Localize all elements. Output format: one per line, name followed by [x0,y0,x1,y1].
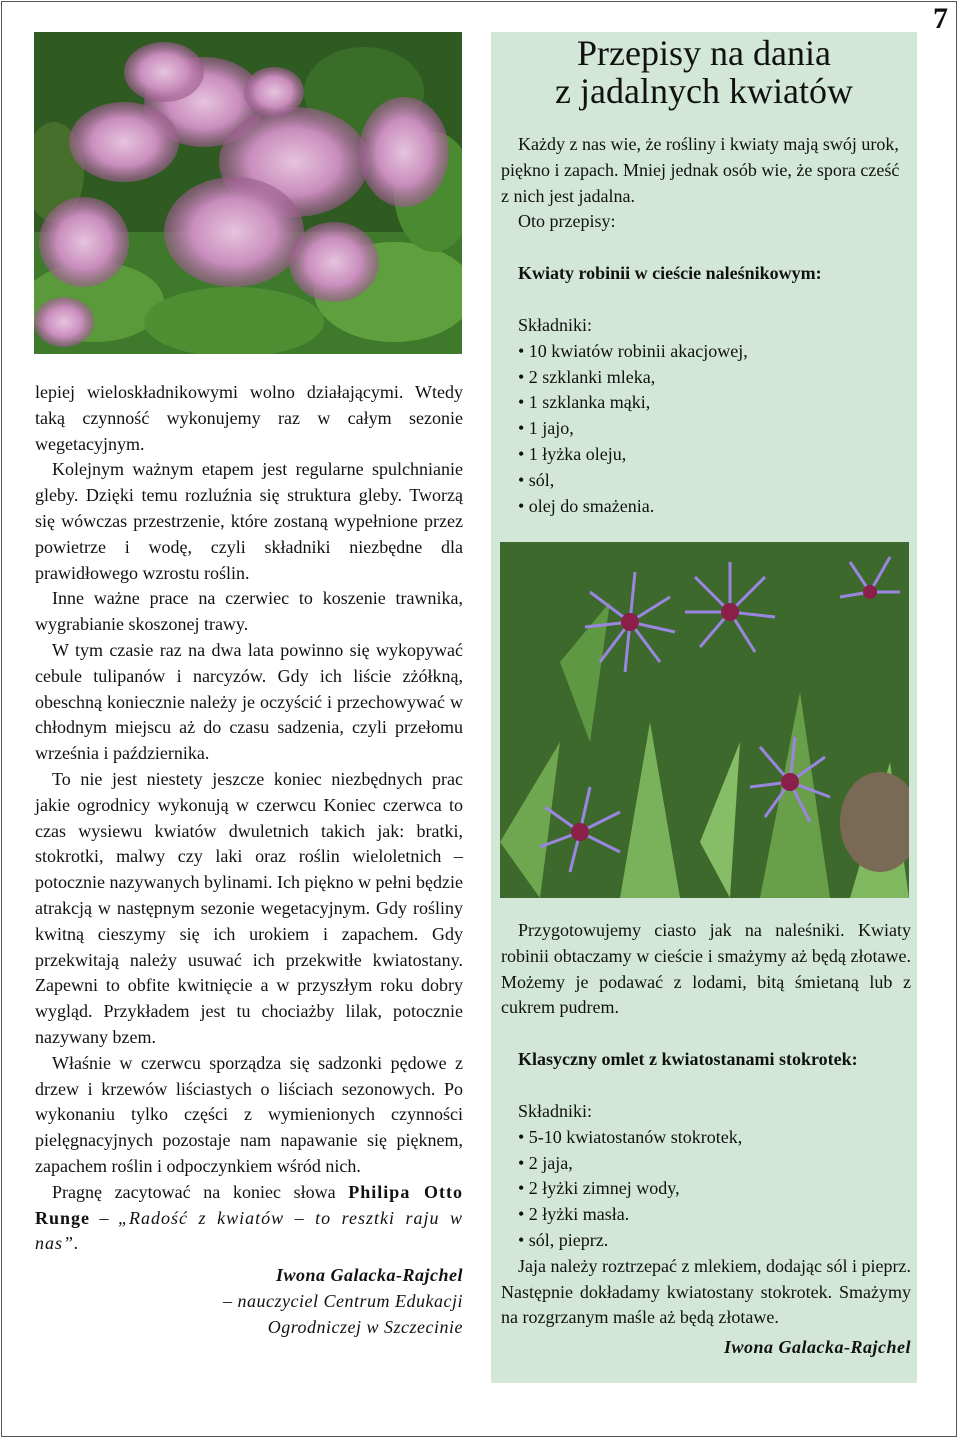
article-paragraph: To nie jest niestety jeszcze koniec niezbędnych prac jakie ogrodnicy wykonują w czerwcu Koniec czerwca to czas wysiewu kwiatów dwuletnich takich jak: bratki, stokrotki, malwy czy laki oraz roślin wieloletnich – potocznie nazywanych bylinami. Ich piękno w pełni będzie atrakcją w następnym sezonie wegetacyjnym. Gdy rośliny kwitną cieszymy się ich urokiem i zapachem. Gdy przekwitają należy usuwać ich przekwitłe kwiatostany. Zapewni to obfite kwitnięcie a w przyszłym roku dobry wygląd. Przykładem jest tu chociażby lilak, potocznie nazywany bzem. [35,768,463,1047]
ingredient-item: • 5-10 kwiatostanów stokrotek, [518,1126,743,1147]
quote-dash: – [90,1207,119,1228]
ingredient-item: • 2 szklanki mleka, [518,366,656,387]
recipe1-ingredients-label: Składniki: [518,314,593,335]
article-paragraph: Właśnie w czerwcu sporządza się sadzonki pędowe z drzew i krzewów liściastych o liściach sezonowych. Po wykonaniu tylko części z wymienionych czynności pielęgnacyjnych pozostaje nam napawanie się pięknem, zapachem roślin i odpoczynkiem wśród nich. [35,1052,463,1176]
recipe1-ingredients-list [501,339,911,520]
ingredient-item: • 1 szklanka mąki, [518,392,651,413]
recipe2-method: Jaja należy roztrzepać z mlekiem, dodając sól i pieprz. Następnie dokładamy kwiatostany stokrotek. Smażymy na rozgrzanym maśle aż będą złotawe. [501,1255,911,1328]
ingredient-item: • sól, [518,469,555,490]
article-paragraph: lepiej wieloskładnikowymi wolno działającymi. Wtedy taką czynność wykonujemy raz w całym sezonie wegetacyjnym. [35,382,463,454]
page-title [491,34,917,110]
title-line1: Przepisy na dania [577,33,831,73]
ingredient-item: • 1 jajo, [518,418,574,439]
recipe1-heading: Kwiaty robinii w cieście naleśnikowym: [518,263,822,284]
recipe1-method: Przygotowujemy ciasto jak na naleśniki. Kwiaty robinii obtaczamy w cieście i smażymy aż będą złotawe. Możemy je podawać z lodami, bitą śmietaną lub z cukrem pudrem. [501,920,911,1018]
recipe-column-top [501,132,911,519]
page-number: 7 [933,2,948,35]
quote-intro: Pragnę zacytować na koniec słowa [52,1181,349,1202]
article-paragraph: Kolejnym ważnym etapem jest regularne spulchnianie gleby. Dzięki temu rozluźnia się struktura gleby. Tworzą się wówczas przestrzenie, które zostaną wypełnione przez powietrze i wodę, czyli składniki niezbędne dla prawidłowego wzrostu roślin. [35,459,463,583]
recipe-column-bottom [501,918,911,1361]
lilac-photo [34,32,462,354]
recipe2-ingredients-label: Składniki: [518,1100,593,1121]
intro-recipes-label: Oto przepisy: [518,211,616,232]
ingredient-item: • 2 jaja, [518,1152,573,1173]
ingredient-item: • 1 łyżka oleju, [518,443,627,464]
ingredient-item: • olej do smażenia. [518,495,655,516]
quoted-author: Philipa Otto Runge [35,1181,463,1228]
quote-text: „Radość z kwiatów – to resztki raju w nas”. [35,1207,463,1254]
author-role-line1: – nauczyciel Centrum Edukacji [223,1290,463,1311]
ingredient-item: • 2 łyżki masła. [518,1204,630,1225]
article-author: Iwona Galacka-Rajchel [275,1265,463,1286]
ingredient-item: • 2 łyżki zimnej wody, [518,1178,680,1199]
intro-text: Każdy z nas wie, że rośliny i kwiaty mają swój urok, piękno i zapach. Mniej jednak osób wie, że spora cześć z nich jest jadalna. [501,134,900,206]
article-quote-paragraph [35,1180,463,1257]
author-role-line2: Ogrodniczej w Szczecinie [267,1316,463,1337]
recipe2-ingredients-list [501,1125,911,1254]
article-paragraph: W tym czasie raz na dwa lata powinno się wykopywać cebule tulipanów i narcyzów. Gdy ich liście zżółkną, obeschną koniecznie należy je oczyścić i przechowywać w chłodnym miejscu aż do czasu sadzenia, czyli przełomu września i października. [35,639,463,764]
title-line2: z jadalnych kwiatów [555,71,853,111]
ingredient-item: • 10 kwiatów robinii akacjowej, [518,340,748,361]
article-column [35,380,463,1340]
cornflower-photo [500,542,909,898]
recipe2-heading: Klasyczny omlet z kwiatostanami stokrotek: [518,1049,858,1070]
article-paragraph: Inne ważne prace na czerwiec to koszenie trawnika, wygrabianie skoszonej trawy. [35,588,463,635]
ingredient-item: • sól, pieprz. [518,1229,609,1250]
recipe-author: Iwona Galacka-Rajchel [723,1337,911,1358]
